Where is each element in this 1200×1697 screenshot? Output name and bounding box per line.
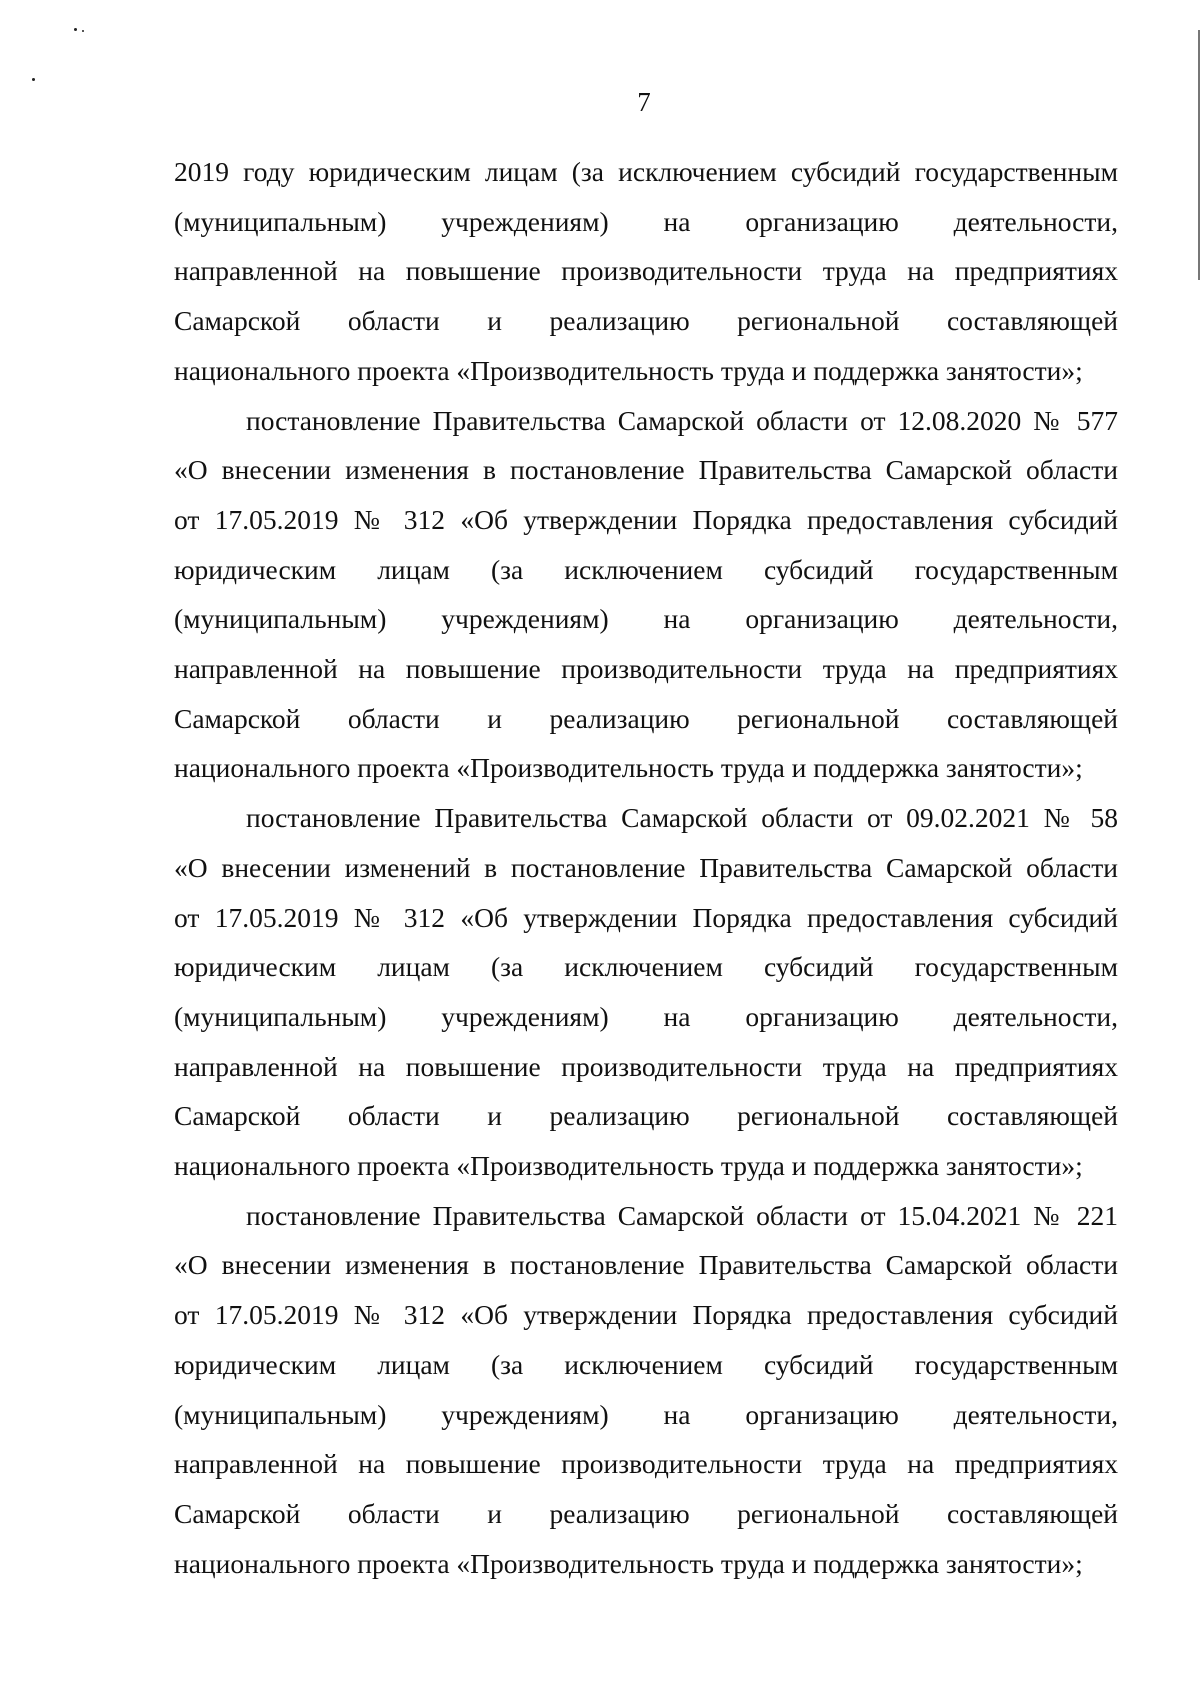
text-line: национального проекта «Производительность труда и поддержка занятости»; xyxy=(174,1547,1083,1579)
text-line: юридическим лицам (за исключением субсидий государственным xyxy=(174,553,1118,585)
text-line: Самарской области и реализацию региональной составляющей xyxy=(174,305,1118,337)
text-line: национального проекта «Производительность труда и поддержка занятости»; xyxy=(174,752,1083,784)
paragraph xyxy=(174,1191,1118,1589)
text-line: (муниципальным) учреждениям) на организацию деятельности, xyxy=(174,603,1118,635)
text-line: юридическим лицам (за исключением субсидий государственным xyxy=(174,1348,1118,1380)
text-line: юридическим лицам (за исключением субсидий государственным xyxy=(174,951,1118,983)
text-line: от 17.05.2019 № 312 «Об утверждении Порядка предоставления субсидий xyxy=(174,901,1118,933)
scan-speck xyxy=(74,28,77,31)
text-line: Самарской области и реализацию региональной составляющей xyxy=(174,1497,1118,1529)
text-line: Самарской области и реализацию региональной составляющей xyxy=(174,1100,1118,1132)
text-line: постановление Правительства Самарской области от 09.02.2021 № 58 xyxy=(246,802,1118,834)
text-line: направленной на повышение производительности труда на предприятиях xyxy=(174,255,1118,287)
text-line: (муниципальным) учреждениям) на организацию деятельности, xyxy=(174,1000,1118,1032)
document-body xyxy=(174,147,1118,1588)
text-line: «О внесении изменений в постановление Правительства Самарской области xyxy=(174,851,1118,883)
text-line: национального проекта «Производительность труда и поддержка занятости»; xyxy=(174,354,1083,386)
text-line: национального проекта «Производительность труда и поддержка занятости»; xyxy=(174,1150,1083,1182)
text-line: постановление Правительства Самарской области от 12.08.2020 № 577 xyxy=(246,404,1118,436)
text-line: от 17.05.2019 № 312 «Об утверждении Порядка предоставления субсидий xyxy=(174,503,1118,535)
paragraph xyxy=(174,396,1118,794)
text-line: (муниципальным) учреждениям) на организацию деятельности, xyxy=(174,1398,1118,1430)
text-line: (муниципальным) учреждениям) на организацию деятельности, xyxy=(174,205,1118,237)
text-line: Самарской области и реализацию региональной составляющей xyxy=(174,702,1118,734)
text-line: от 17.05.2019 № 312 «Об утверждении Порядка предоставления субсидий xyxy=(174,1299,1118,1331)
text-line: 2019 году юридическим лицам (за исключением субсидий государственным xyxy=(174,156,1118,187)
text-line: направленной на повышение производительности труда на предприятиях xyxy=(174,653,1118,685)
text-line: направленной на повышение производительности труда на предприятиях xyxy=(174,1448,1118,1480)
scan-speck xyxy=(32,78,35,81)
paragraph xyxy=(174,147,1118,396)
scan-speck xyxy=(82,30,84,32)
text-line: «О внесении изменения в постановление Правительства Самарской области xyxy=(174,1249,1118,1281)
page-number: 7 xyxy=(637,87,651,117)
text-line: «О внесении изменения в постановление Правительства Самарской области xyxy=(174,454,1118,486)
text-line: постановление Правительства Самарской области от 15.04.2021 № 221 xyxy=(246,1199,1118,1231)
paragraph xyxy=(174,793,1118,1191)
text-line: направленной на повышение производительности труда на предприятиях xyxy=(174,1050,1118,1082)
